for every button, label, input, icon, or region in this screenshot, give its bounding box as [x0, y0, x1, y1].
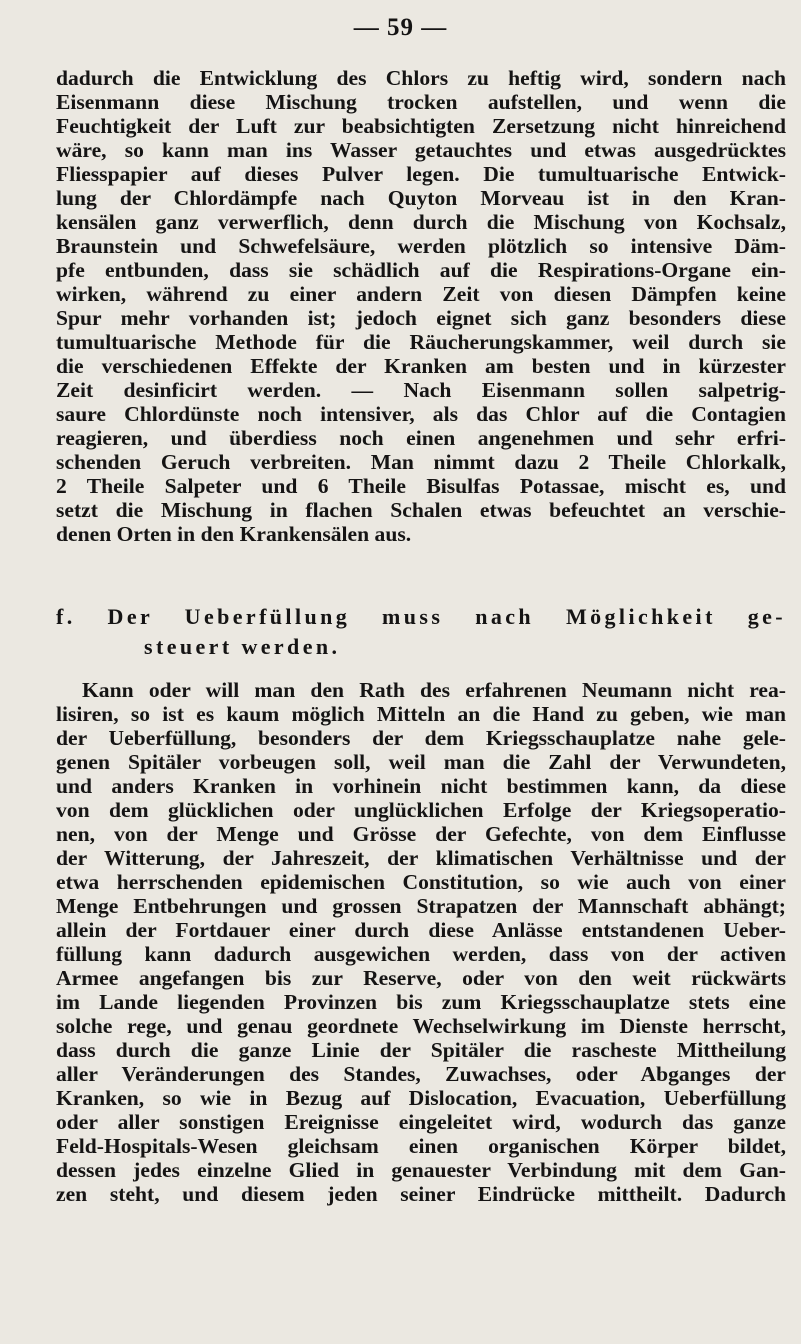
text-line: oder aller sonstigen Ereignisse eingeleitet wird, wodurch das ganze — [56, 1110, 786, 1134]
page-number: — 59 — — [353, 14, 448, 41]
text-line: Spur mehr vorhanden ist; jedoch eignet sich ganz besonders diese — [56, 306, 786, 330]
text-line: Braunstein und Schwefelsäure, werden plötzlich so intensive Däm- — [56, 234, 786, 258]
text-line: schenden Geruch verbreiten. Man nimmt dazu 2 Theile Chlorkalk, — [56, 450, 786, 474]
text-line: Fliesspapier auf dieses Pulver legen. Die tumultuarische Entwick- — [56, 162, 786, 186]
text-line: zen steht, und diesem jeden seiner Eindrücke mittheilt. Dadurch — [56, 1182, 786, 1206]
paragraph-overcrowding — [56, 678, 786, 1206]
text-line: denen Orten in den Krankensälen aus. — [56, 522, 412, 546]
text-line: aller Veränderungen des Standes, Zuwachses, oder Abganges der — [56, 1062, 786, 1086]
text-line: Menge Entbehrungen und grossen Strapatzen der Mannschaft abhängt; — [56, 894, 786, 918]
text-line: kensälen ganz verwerflich, denn durch die Mischung von Kochsalz, — [56, 210, 786, 234]
text-line: der Witterung, der Jahreszeit, der klimatischen Verhältnisse und der — [56, 846, 786, 870]
text-line: Feuchtigkeit der Luft zur beabsichtigten Zersetzung nicht hinreichend — [56, 114, 786, 138]
text-line: dass durch die ganze Linie der Spitäler die rascheste Mittheilung — [56, 1038, 786, 1062]
text-line: allein der Fortdauer einer durch diese Anlässe entstandenen Ueber- — [56, 918, 786, 942]
text-line: Kranken, so wie in Bezug auf Dislocation, Evacuation, Ueberfüllung — [56, 1086, 786, 1110]
text-line: genen Spitäler vorbeugen soll, weil man die Zahl der Verwundeten, — [56, 750, 786, 774]
text-line: von dem glücklichen oder unglücklichen Erfolge der Kriegsoperatio- — [56, 798, 786, 822]
text-line: Zeit desinficirt werden. — Nach Eisenmann sollen salpetrig- — [56, 378, 786, 402]
text-line: Kann oder will man den Rath des erfahrenen Neumann nicht rea- — [82, 678, 786, 702]
text-line: Armee angefangen bis zur Reserve, oder von den weit rückwärts — [56, 966, 786, 990]
text-line: pfe entbunden, dass sie schädlich auf die Respirations-Organe ein- — [56, 258, 786, 282]
text-line: und anders Kranken in vorhinein nicht bestimmen kann, da diese — [56, 774, 786, 798]
section-heading — [56, 602, 786, 662]
text-line: saure Chlordünste noch intensiver, als das Chlor auf die Contagien — [56, 402, 786, 426]
text-line: der Ueberfüllung, besonders der dem Kriegsschauplatze nahe gele- — [56, 726, 786, 750]
text-line: etwa herrschenden epidemischen Constitution, so wie auch von einer — [56, 870, 786, 894]
heading-line-2: steuert werden. — [144, 634, 341, 659]
text-line: Feld-Hospitals-Wesen gleichsam einen organischen Körper bildet, — [56, 1134, 786, 1158]
text-line: dadurch die Entwicklung des Chlors zu heftig wird, sondern nach — [56, 66, 786, 90]
paragraph-chlorine-fumigation — [56, 66, 786, 546]
text-line: reagieren, und überdiess noch einen angenehmen und sehr erfri- — [56, 426, 786, 450]
text-line: nen, von der Menge und Grösse der Gefechte, von dem Einflusse — [56, 822, 786, 846]
text-line: setzt die Mischung in flachen Schalen etwas befeuchtet an verschie- — [56, 498, 786, 522]
text-line: wäre, so kann man ins Wasser getauchtes und etwas ausgedrücktes — [56, 138, 786, 162]
text-line: dessen jedes einzelne Glied in genauester Verbindung mit dem Gan- — [56, 1158, 786, 1182]
text-line: lung der Chlordämpfe nach Quyton Morveau ist in den Kran- — [56, 186, 786, 210]
text-line: lisiren, so ist es kaum möglich Mitteln an die Hand zu geben, wie man — [56, 702, 786, 726]
text-line: solche rege, und genau geordnete Wechselwirkung im Dienste herrscht, — [56, 1014, 786, 1038]
text-line: füllung kann dadurch ausgewichen werden, dass von der activen — [56, 942, 786, 966]
text-line: 2 Theile Salpeter und 6 Theile Bisulfas Potassae, mischt es, und — [56, 474, 786, 498]
heading-line-1: f. Der Ueberfüllung muss nach Möglichkeit ge- — [56, 604, 786, 629]
text-line: die verschiedenen Effekte der Kranken am besten und in kürzester — [56, 354, 786, 378]
text-line: wirken, während zu einer andern Zeit von diesen Dämpfen keine — [56, 282, 786, 306]
text-line: im Lande liegenden Provinzen bis zum Kriegsschauplatze stets eine — [56, 990, 786, 1014]
text-line: Eisenmann diese Mischung trocken aufstellen, und wenn die — [56, 90, 786, 114]
text-line: tumultuarische Methode für die Räucherungskammer, weil durch sie — [56, 330, 786, 354]
